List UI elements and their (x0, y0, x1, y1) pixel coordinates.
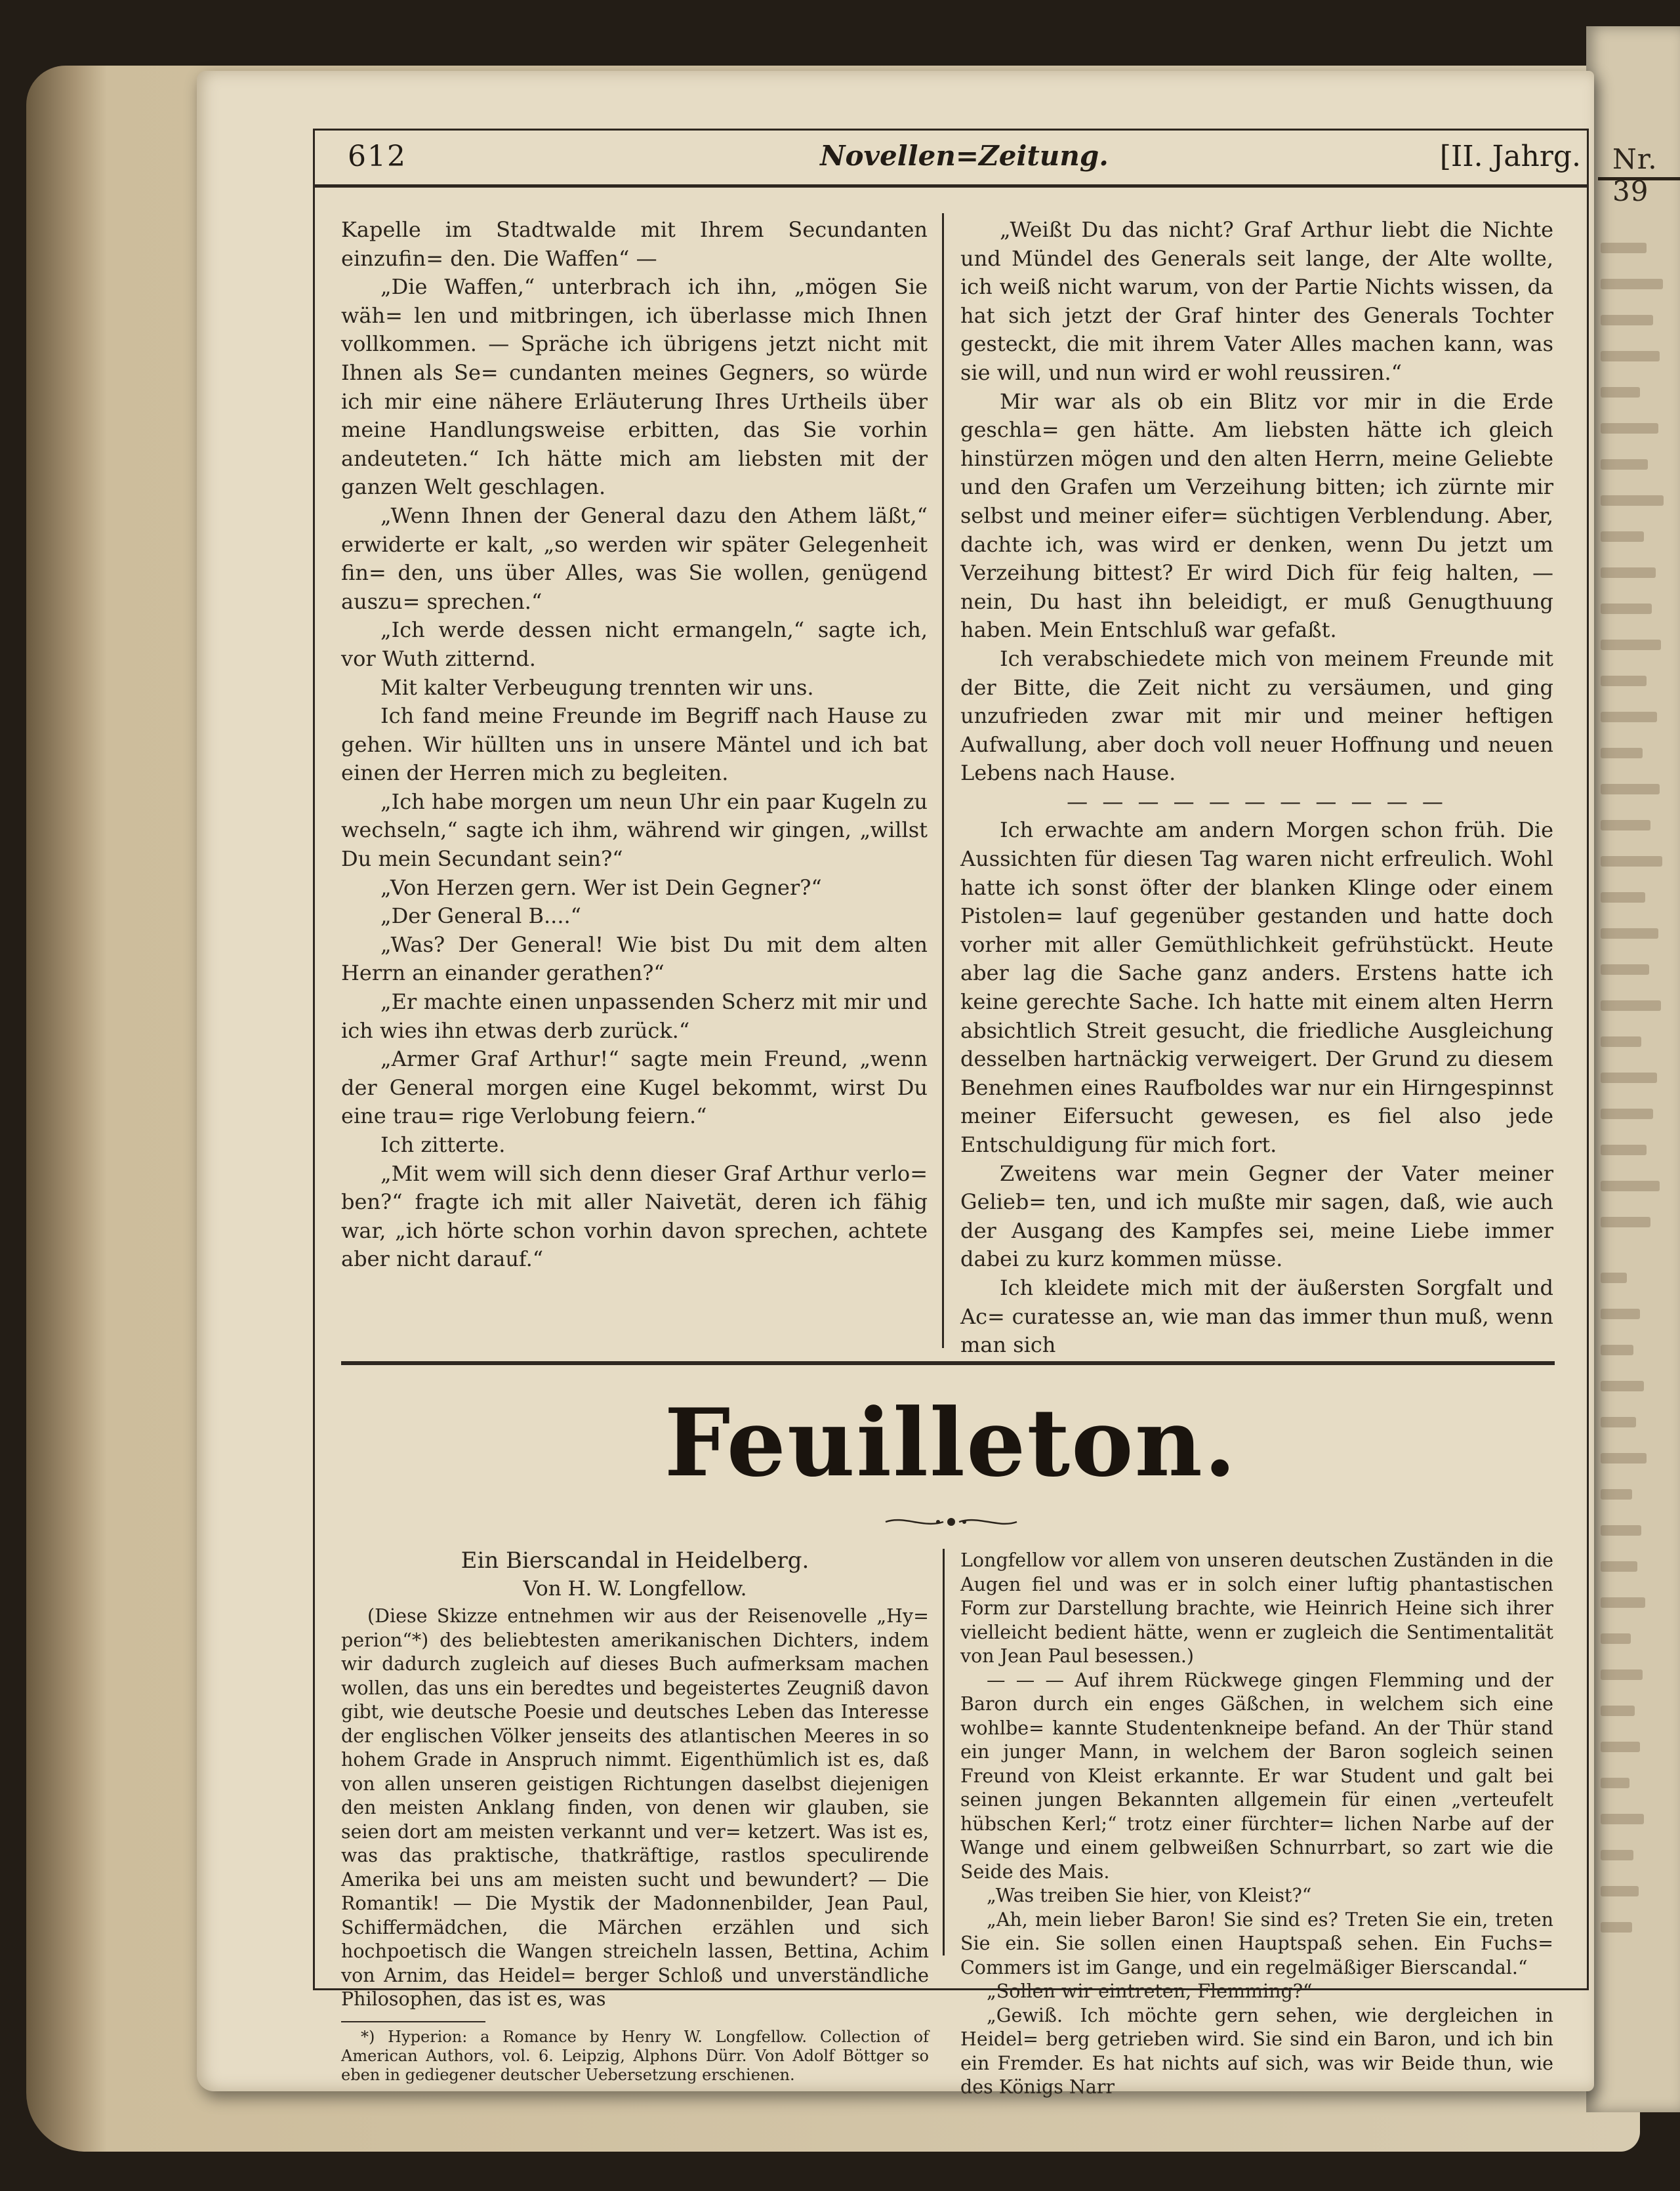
paragraph: „Wenn Ihnen der General dazu den Athem läßt,“ erwiderte er kalt, „so werden wir später Gelegenheit fin= den, uns über Alles, was Sie wollen, genügend auszu= sprechen.“ (341, 502, 928, 614)
paragraph: Mir war als ob ein Blitz vor mir in die Erde geschla= gen hätte. Am liebsten hätte ich gleich hinstürzen mögen und den alten Herrn, meine Geliebte und den Grafen um Verzeihung bitten; ich zürnte mir selbst und meiner eifer= süchtigen Verblendung. Aber, dachte ich, was wird er denken, wenn Du jetzt um Verzeihung bittest? Er wird Dich für feig halten, — nein, Du hast ihn beleidigt, er muß Genugthuung haben. Mein Entschluß war gefaßt. (960, 388, 1553, 643)
adjacent-text-line (1601, 1381, 1644, 1391)
adjacent-text-line (1601, 892, 1645, 903)
paragraph: Kapelle im Stadtwalde mit Ihrem Secundanten einzufin= den. Die Waffen“ — (341, 217, 928, 271)
adjacent-text-line (1601, 1778, 1629, 1788)
adjacent-text-line (1601, 387, 1640, 398)
paragraph: „Von Herzen gern. Wer ist Dein Gegner?“ (380, 874, 822, 900)
paragraph: Zweitens war mein Gegner der Vater meiner Gelieb= ten, und ich mußte mir sagen, daß, wie auch der Ausgang des Kampfes sei, meine Liebe immer dabei zu kurz kommen müsse. (960, 1160, 1553, 1272)
ornament-flourish-icon (884, 1514, 1018, 1530)
adjacent-text-line (1601, 531, 1644, 542)
paragraph: „Was? Der General! Wie bist Du mit dem alten Herrn an einander gerathen?“ (341, 932, 928, 986)
adjacent-text-line (1601, 928, 1658, 939)
paragraph: Ich verabschiedete mich von meinem Freunde mit der Bitte, die Zeit nicht zu versäumen, und ging unzufrieden zwar mit mir und meiner heftigen Aufwallung, aber doch voll neuer Hoffnung und neuen Lebens nach Hause. (960, 645, 1553, 786)
adjacent-text-line (1601, 784, 1660, 794)
paragraph: „Gewiß. Ich möchte gern sehen, wie dergleichen in Heidel= berg getrieben wird. Sie sind ein Baron, und ich bin ein Fremder. Es hat nichts auf sich, was wir Beide thun, wie des Königs Narr (960, 2004, 1553, 2098)
paragraph: Longfellow vor allem von unseren deutschen Zuständen in die Augen fiel und was er in solch einer luftig phantastischen Form zur Darstellung brachte, wie Heinrich Heine sich ihrer vielleicht bedient hätte, wenn er zugleich die Sentimentalität von Jean Paul besessen.) (960, 1549, 1553, 1667)
adjacent-text-line (1601, 1525, 1641, 1536)
footnote-rule (341, 2021, 485, 2022)
paragraph: „Ich werde dessen nicht ermangeln,“ sagte ich, vor Wuth zitternd. (341, 617, 928, 671)
adjacent-text-line (1601, 1850, 1633, 1860)
adjacent-text-line (1601, 1417, 1636, 1427)
adjacent-text-line (1601, 1922, 1632, 1933)
paragraph: Ich kleidete mich mit der äußersten Sorgfalt und Ac= curatesse an, wie man das immer thun muß, wenn man sich (960, 1275, 1553, 1358)
paragraph: „Er machte einen unpassenden Scherz mit mir und ich wies ihn etwas derb zurück.“ (341, 989, 928, 1043)
running-title: Novellen=Zeitung. (820, 140, 1109, 172)
header-rule (315, 184, 1587, 188)
adjacent-text-line (1601, 1000, 1661, 1011)
paragraph: (Diese Skizze entnehmen wir aus der Reisenovelle „Hy= perion“*) des beliebtesten amerikanischen Dichters, indem wir dadurch zugleich auf dieses Buch aufmerksam machen wollen, das uns ein beredtes und begeistertes Zeugniß davon gibt, wie deutsche Poesie und deutsches Leben das Interesse der englischen Völker jenseits des atlantischen Meeres in so hohem Grade in Anspruch nimmt. Eigenthümlich ist es, daß von allen unseren geistigen Richtungen daselbst diejenigen den meisten Anklang finden, von denen wir glauben, sie seien dort am meisten verkannt und ver= ketzert. Was ist es, was das praktische, thatkräftige, rastlos speculirende Amerika bei uns am meisten sucht und bewundert? — Die Romantik! — Die Mystik der Madonnenbilder, Jean Paul, Schiffermädchen, die Märchen erzählen und sich hochpoetisch die Wangen streicheln lassen, Bettina, Achim von Arnim, das Heidel= berger Schloß und unverständliche Philosophen, das ist es, was (341, 1605, 929, 2010)
paragraph: „Mit wem will sich denn dieser Graf Arthur verlo= ben?“ fragte ich mit aller Naivetät, deren ich fähig war, „ich hörte schon vorhin davon sprechen, achtete aber nicht darauf.“ (341, 1160, 928, 1272)
paragraph: „Weißt Du das nicht? Graf Arthur liebt die Nichte und Mündel des Generals seit lange, der Alte wollte, ich weiß nicht warum, von der Partie Nichts wissen, da hat sich jetzt der Graf hinter des Generals Tochter gesteckt, die mit ihrem Vater Alles machen kann, was sie will, und nun wird er wohl reussiren.“ (960, 217, 1553, 385)
article-title: Ein Bierscandal in Heidelberg. (461, 1547, 809, 1574)
adjacent-text-line (1601, 1309, 1640, 1319)
adjacent-text-line (1601, 1669, 1643, 1680)
adjacent-text-line (1601, 676, 1647, 686)
adjacent-text-line (1601, 640, 1661, 650)
column-divider (942, 213, 944, 1348)
adjacent-text-line (1601, 459, 1648, 470)
paragraph: „Sollen wir eintreten, Flemming?“ (987, 1980, 1313, 2002)
paragraph: Ich fand meine Freunde im Begriff nach Hause zu gehen. Wir hüllten uns in unsere Mäntel und ich bat einen der Herren mich zu begleiten. (341, 703, 928, 786)
adjacent-text-line (1601, 1145, 1647, 1155)
adjacent-text-line (1601, 279, 1663, 289)
adjacent-page-edge (1586, 26, 1680, 2112)
page-frame (313, 129, 1589, 2098)
adjacent-text-line (1601, 1453, 1647, 1464)
adjacent-text-line (1601, 1073, 1657, 1083)
paragraph: „Armer Graf Arthur!“ sagte mein Freund, „wenn der General morgen eine Kugel bekommt, wirst Du eine trau= rige Verlobung feiern.“ (341, 1046, 928, 1129)
adjacent-text-line (1601, 1561, 1637, 1572)
adjacent-text-line (1601, 1597, 1645, 1608)
adjacent-text-line (1601, 1814, 1644, 1824)
adjacent-text-line (1601, 1345, 1633, 1355)
article-author: Von H. W. Longfellow. (523, 1576, 747, 1601)
paragraph: — — — Auf ihrem Rückwege gingen Flemming und der Baron durch ein enges Gäßchen, in welchem sich eine wohlbe= kannte Studentenkneipe befand. An der Thür stand ein junger Mann, in welchem der Baron sogleich seinen Freund von Kleist erkannte. Er war Student und galt bei seinen jungen Bekannten allgemein für einen „verteufelt hübschen Kerl;“ trotz einer fürchter= lichen Narbe auf der Wange und einem gelbweißen Schnurrbart, so zart wie die Seide des Mais. (960, 1669, 1553, 1883)
adjacent-text-line (1601, 1217, 1650, 1227)
paragraph: „Ah, mein lieber Baron! Sie sind es? Treten Sie ein, treten Sie ein. Sie sollen einen Hauptspaß sehen. Ein Fuchs= Commers ist im Gange, und ein regelmäßiger Bierscandal.“ (960, 1908, 1553, 1978)
feuilleton-column-left (341, 1549, 929, 2085)
column-divider (943, 1549, 945, 1956)
adjacent-text-line (1601, 567, 1656, 578)
story-column-left (341, 216, 928, 1274)
adjacent-text-line (1601, 748, 1643, 758)
adjacent-text-line (1601, 315, 1653, 325)
adjacent-text-line (1601, 1109, 1653, 1119)
adjacent-text-line (1601, 856, 1662, 867)
feuilleton-column-right (960, 1549, 1553, 2100)
adjacent-text-line (1601, 243, 1647, 253)
feuilleton-heading: Feuilleton. (664, 1389, 1238, 1498)
adjacent-page-rule (1598, 177, 1680, 180)
adjacent-text-line (1601, 820, 1650, 830)
adjacent-text-line (1601, 964, 1649, 975)
adjacent-text-line (1601, 1633, 1631, 1644)
adjacent-text-line (1601, 604, 1652, 614)
adjacent-text-line (1601, 423, 1658, 434)
adjacent-text-line (1601, 351, 1660, 361)
page-header (348, 131, 1581, 183)
volume-label: [II. Jahrg. (1439, 140, 1581, 173)
paragraph: „Der General B....“ (380, 903, 582, 929)
adjacent-text-line (1601, 1273, 1627, 1283)
paragraph: Mit kalter Verbeugung trennten wir uns. (380, 674, 814, 700)
page-number: 612 (348, 140, 407, 173)
paragraph: „Was treiben Sie hier, von Kleist?“ (987, 1885, 1312, 1906)
paragraph: „Die Waffen,“ unterbrach ich ihn, „mögen Sie wäh= len und mitbringen, ich überlasse mich Ihnen vollkommen. — Spräche ich übrigens jetzt nicht mit Ihnen als Se= cundanten meines Gegners, so würde ich mir eine nähere Erläuterung Ihres Urtheils über meine Handlungsweise erbitten, das Sie vorhin andeuteten.“ Ich hätte mich am liebsten mit der ganzen Welt geschlagen. (341, 274, 928, 500)
adjacent-text-line (1601, 1181, 1660, 1191)
footnote: *) Hyperion: a Romance by Henry W. Longfellow. Collection of American Authors, vol. 6. Leipzig, Alphons Dürr. Von Adolf Böttger so eben in gediegener deutscher Uebersetzung erschienen. (341, 2027, 929, 2084)
adjacent-page-header: Nr. 39 (1612, 143, 1658, 207)
section-rule (341, 1361, 1555, 1365)
paragraph: Ich erwachte am andern Morgen schon früh. Die Aussichten für diesen Tag waren nicht erfreulich. Wohl hatte ich sonst öfter der blanken Klinge oder einem Pistolen= lauf gegenüber gestanden und hatte doch vorher mit aller Gemüthlichkeit gefrühstückt. Heute aber lag die Sache ganz anders. Erstens hatte ich keine gerechte Sache. Ich hatte mit einem alten Herrn absichtlich Streit gesucht, die friedliche Ausgleichung desselben hartnäckig verweigert. Der Grund zu diesem Benehmen eines Raufboldes war nur ein Hirngespinnst meiner Eifersucht gewesen, es fiel also jede Entschuldigung für mich fort. (960, 817, 1553, 1157)
story-column-right (960, 216, 1553, 1360)
adjacent-text-line (1601, 1742, 1640, 1752)
adjacent-text-line (1601, 1706, 1635, 1716)
adjacent-text-line (1601, 1886, 1639, 1896)
adjacent-text-line (1601, 1489, 1632, 1500)
paragraph: Ich zitterte. (380, 1132, 506, 1157)
adjacent-text-line (1601, 495, 1664, 506)
adjacent-text-line (1601, 1036, 1641, 1047)
paragraph: „Ich habe morgen um neun Uhr ein paar Kugeln zu wechseln,“ sagte ich ihm, während wir gingen, „willst Du mein Secundant sein?“ (341, 788, 928, 872)
adjacent-text-line (1601, 712, 1657, 722)
section-separator: — — — — — — — — — — — (1067, 788, 1447, 814)
